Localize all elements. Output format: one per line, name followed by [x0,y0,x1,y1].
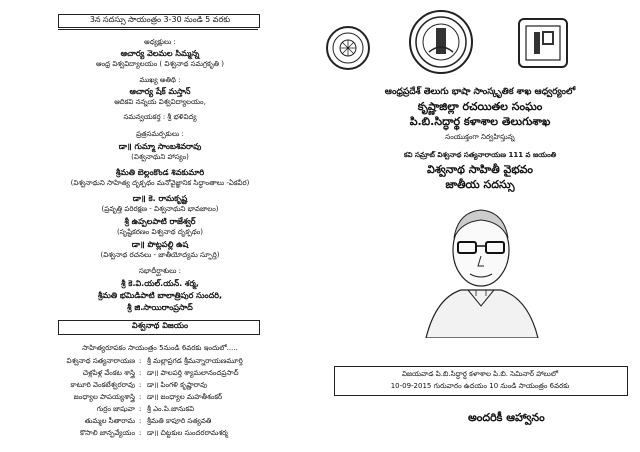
cast-role: జంధ్యాల పాపయ్యశాస్త్రి [73,393,135,401]
cast-row [0,393,320,404]
speaker-topic: (విశ్వనాథుని సాహిత్య దృక్పథం మనోవైజ్ఞానిక సిద్ధాంతాలు -ఏకవీర) [70,179,250,187]
speaker-name: డా॥ కె. రామకృష్ణ [132,194,188,203]
govt-emblem-logo [326,26,370,70]
chair-title: అధ్యక్షులు : [144,38,176,46]
welcome-text: అందరికీ ఆహ్వానం [468,411,545,424]
cast-role: కొసాలి జాన్ఫవ్యేయం [80,429,135,437]
vote-title: సభాదీర్ఘాశులు : [138,267,182,275]
college-logo [518,18,568,68]
cast-actor: శ్రీమతి కాపూరి సత్యవతి [147,417,212,425]
cast-row [0,429,320,440]
cast-separator: : [139,369,142,377]
chief-guest-name: ఆచార్య షేక్ మస్తాన్ [129,87,191,96]
cast-separator: : [139,381,142,389]
time-box-text: 3న సదస్సు సాయంత్రం 3-30 నుండి 5 వరకు [89,15,231,24]
speaker-topic: (ప్రవృత్తి పరిరక్షణ - విశ్వనాథుని భావజాలం) [101,205,219,213]
cast-actor: డా॥ చిట్టకుల సుందరరామశర్మ [147,429,228,437]
speaker-name: డా॥ గుమ్మా సాంబశివరావు [118,142,202,151]
vote-name: శ్రీమతి భమిడిపాటి బాలాత్రిపుర సుందరి, [97,291,223,300]
cast-separator: : [139,429,142,437]
cast-row [0,381,320,392]
cast-separator: : [139,405,142,413]
speaker-name: శ్రీమతి బెల్లంకొండ శివకుమారి [115,168,205,177]
speaker-topic: (సృష్టికరణం విశ్వనాథ దృక్పథం) [116,228,204,236]
cast-row [0,357,320,368]
cast-separator: : [139,357,142,365]
cast-actor: డా॥ పాలపర్తి శ్యామలానందప్రసాద్ [147,369,239,377]
cast-row [0,417,320,428]
cast-actor: శ్రీ ఎం.పి.జానుకవి [147,405,195,413]
cast-actor: డా॥ జంధ్యాల మహతీశంకర్ [147,393,223,401]
cast-separator: : [139,417,142,425]
speakers-title: ప్రత్రసమర్పకులు : [136,130,184,138]
cast-role: కాటూరి వెంకటేశ్వరరావు [70,381,135,389]
cast-role: గుర్రం జాషువా [96,405,135,413]
chair-name: ఆచార్య వెలమల సిమ్మన్న [120,49,200,58]
event-line: కవి సమ్రాట్ విశ్వనాథ సత్యనారాయణ 111 వ జయంతి [403,151,557,159]
coordinator-line: సమన్వయకర్త : శ్రీ భళివిద్య [123,113,197,121]
headline-3: పి.బి.సిద్ధార్థ కళాశాల తెలుగుశాఖ [409,115,551,128]
cast-actor: శ్రీ మల్లాప్రగడ శ్రీమన్నారాయణమూర్తి [147,357,243,365]
cast-actor: డా॥ పింగళి కృష్ణారావు [147,381,208,389]
vijayam-box-text: విశ్వనాథ విజయం [131,321,189,330]
venue-line: విజయవాడ పి.బి.సిద్ధార్థ కళాశాల పి.బి. సెమినార్ హాలులో [401,370,559,378]
cast-separator: : [139,393,142,401]
cast-role: చెళ్లపిళ్ల వేంకట శాస్త్రి [82,369,135,377]
speaker-name: డా॥ పొట్లపల్లి ఉష [131,240,189,249]
vote-name: శ్రీ కె.వి.యల్.యన్. శర్మ, [121,279,199,288]
vote-name: శ్రీ జి.సాయిరాంప్రసాద్ [127,303,193,312]
chief-guest-affiliation: ఆదికవి నన్నయ విశ్వవిద్యాలయం, [114,98,206,106]
headline-2: కృష్ణాజిల్లా రచయితల సంఘం [417,100,543,113]
speaker-topic: (విశ్వనాథ రచనలు - జాతీయోద్యమ స్ఫూర్తి) [100,251,220,259]
cast-row [0,369,320,380]
event-title-2: జాతీయ సదస్సు [445,178,515,191]
date-line: 10-09-2015 గురువారం ఉదయం 10 నుండి సాయంత్రం 6వరకు [390,382,570,390]
right-panel [320,0,640,452]
writers-association-logo [409,10,473,74]
speaker-name: శ్రీ ఉప్పలపాటి రాజేశ్వర్ [124,217,196,226]
cast-role: విశ్వనాథ సత్యనారాయణ [66,357,135,365]
speaker-topic: (విశ్వనాథుని హాస్యం) [131,153,189,161]
time-divider [58,29,258,30]
intro-line: సాహిత్యరూపకం సాయంత్రం 5నుండి 6వరకు ఇందులో..... [82,344,238,352]
chief-guest-title: ముఖ్య అతిథి : [139,76,181,84]
event-title-1: విశ్వనాథ సాహితీ వైభవం [427,163,533,176]
chair-affiliation: ఆంధ్ర విశ్వవిద్యాలయం ( విశ్వనాథ సమగ్రకృతి ) [96,60,224,68]
cast-role: తుమ్మల సీతారామ [84,417,135,425]
poet-portrait [406,198,556,338]
headline-1: ఆంధ్రప్రదేశ్ తెలుగు భాషా సాంస్కృతిక శాఖ ఆధ్వర్యంలో [384,87,576,97]
subtitle-joint: సంయుక్తంగా నిర్వహిస్తున్న [445,133,515,141]
cast-row [0,405,320,416]
